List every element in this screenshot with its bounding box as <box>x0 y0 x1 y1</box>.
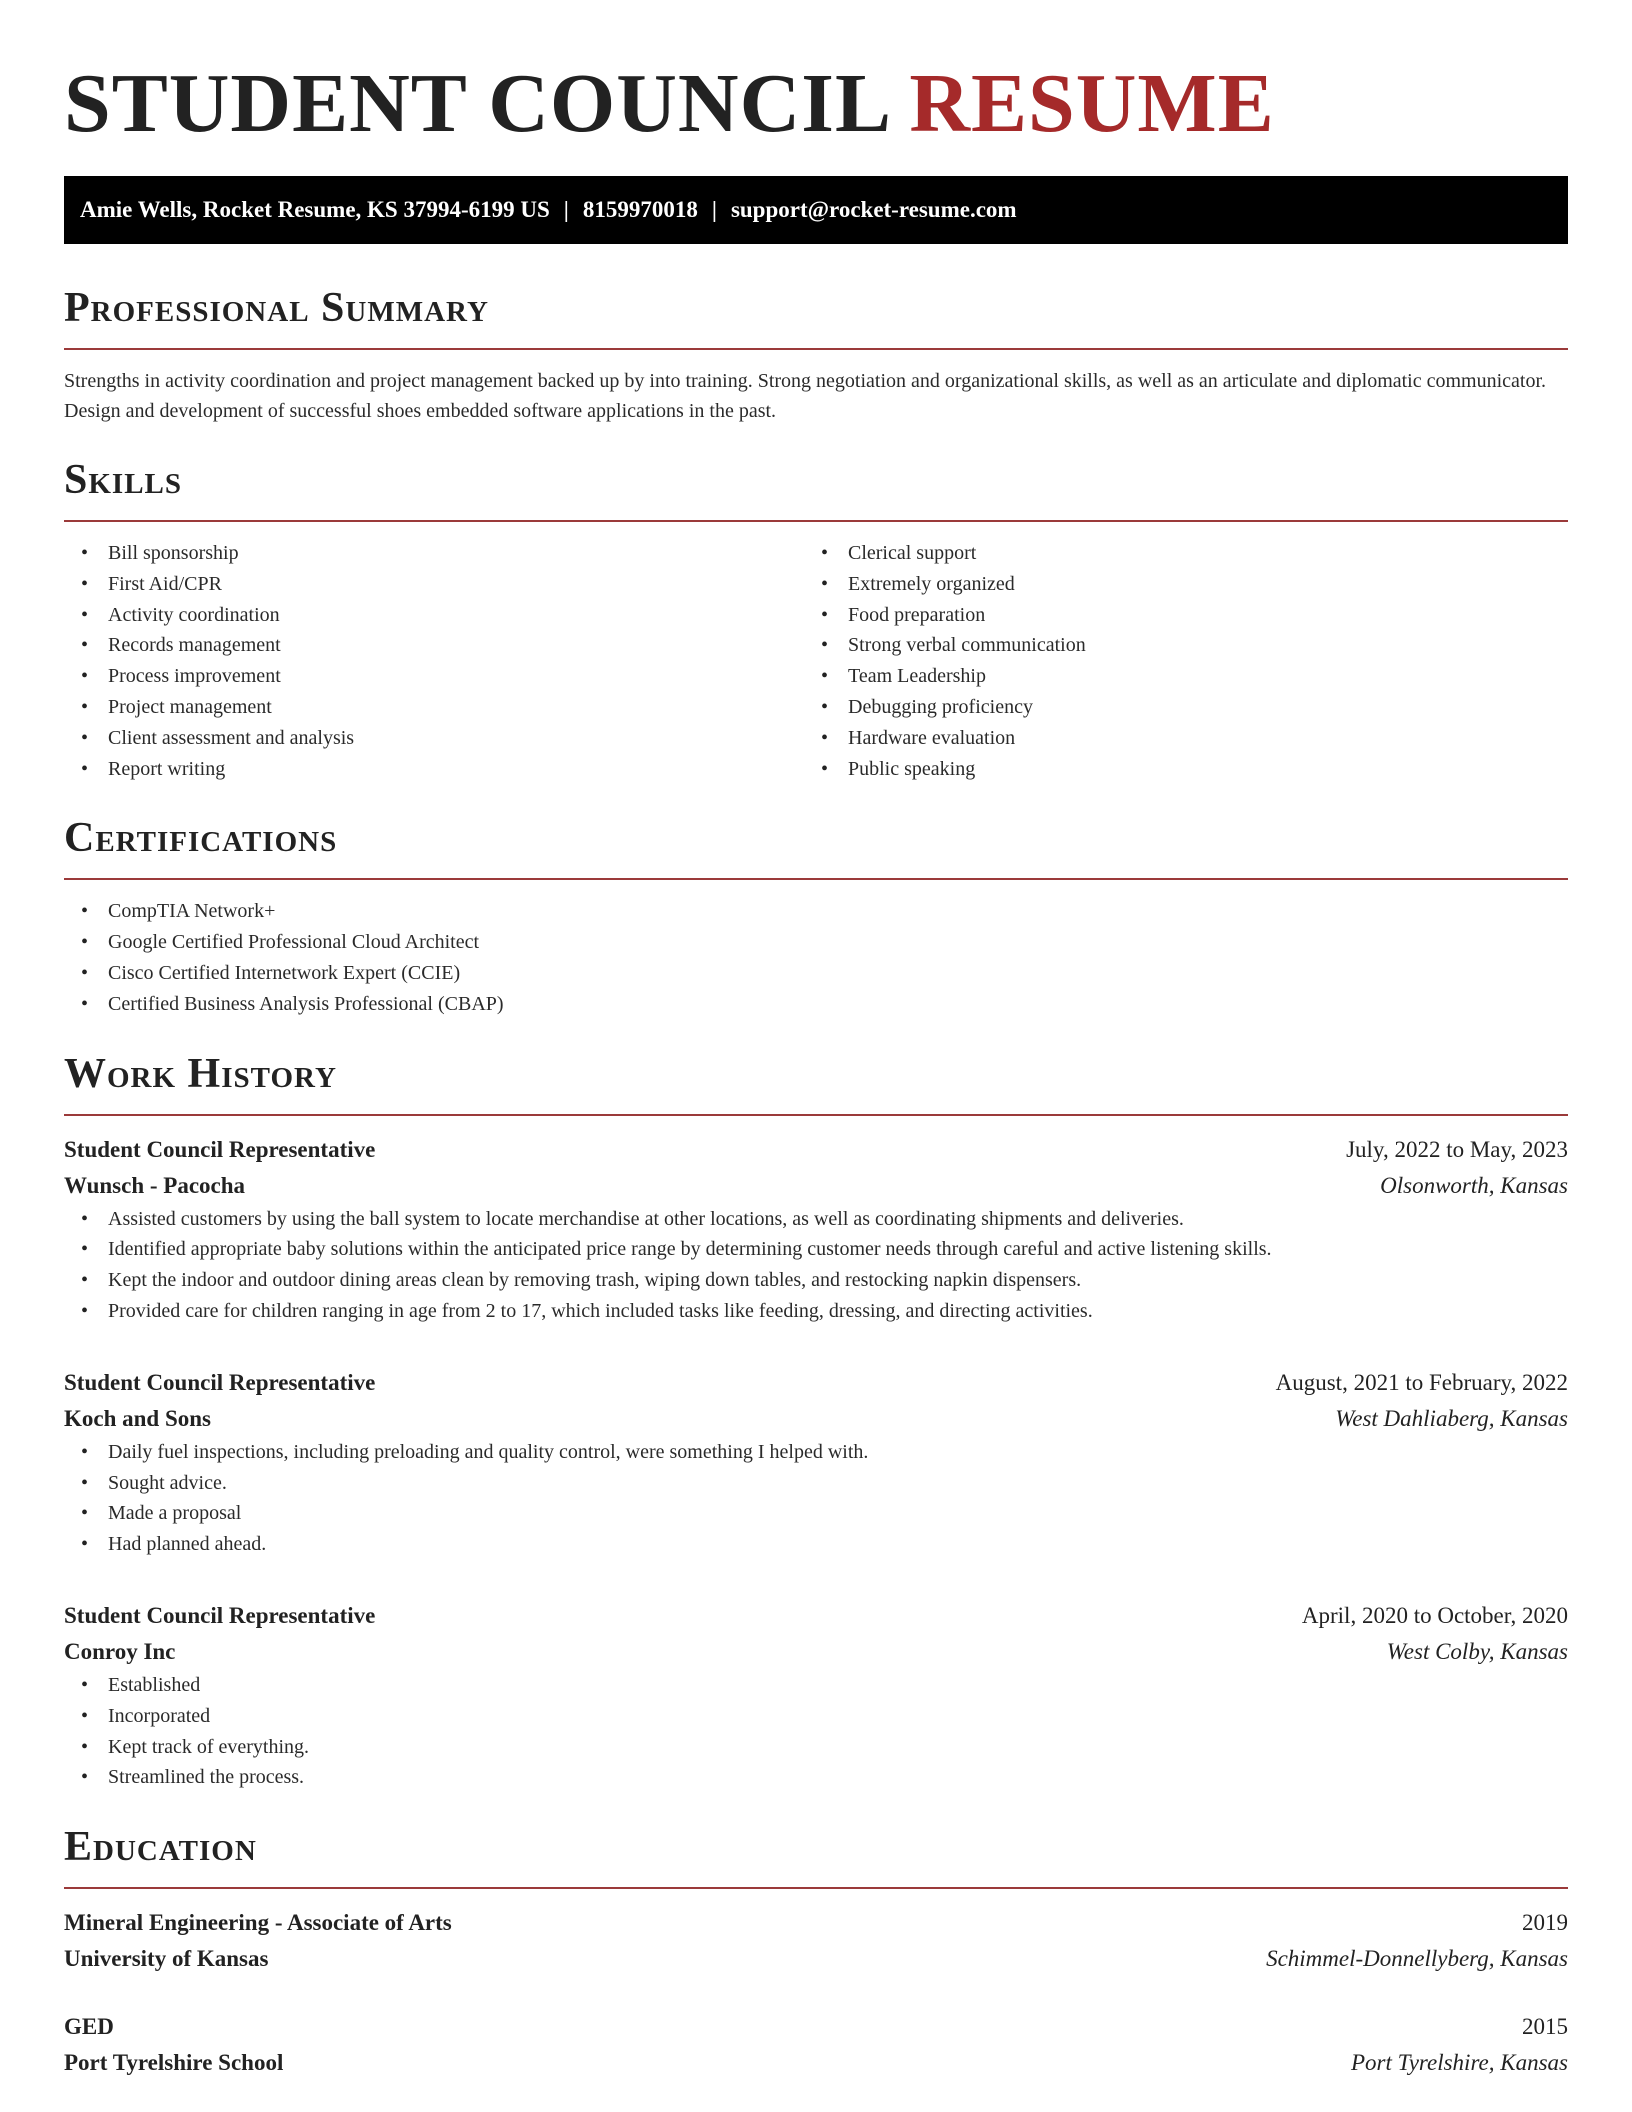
education-heading: Education <box>64 1824 257 1871</box>
contact-email: support@rocket-resume.com <box>730 197 1017 222</box>
education-year: 2019 <box>1522 1910 1568 1936</box>
work-history-section <box>64 1046 1568 1794</box>
job-header-row <box>64 1365 1568 1401</box>
title-accent: RESUME <box>909 57 1275 150</box>
job-bullet: • Provided care for children ranging in age from 2 to 17, which included tasks like feeding, dressing, and directing activities. <box>108 1296 1568 1327</box>
education-school-row <box>64 2045 1568 2081</box>
section-divider <box>64 348 1568 350</box>
job-bullet-list <box>64 1670 1568 1793</box>
skills-list-right <box>804 538 1544 784</box>
contact-address: Amie Wells, Rocket Resume, KS 37994-6199 US <box>80 197 550 222</box>
certification-item: • CompTIA Network+ <box>108 896 1568 927</box>
skills-heading: Skills <box>64 457 183 503</box>
job-location: Olsonworth, Kansas <box>1380 1172 1568 1198</box>
skill-item: • Bill sponsorship <box>108 538 804 569</box>
skill-item: • Team Leadership <box>848 661 1544 692</box>
job-dates: August, 2021 to February, 2022 <box>1275 1369 1568 1395</box>
job-dates: April, 2020 to October, 2020 <box>1301 1602 1568 1628</box>
education-section <box>64 1819 1568 2081</box>
job-bullet: • Daily fuel inspections, including preloading and quality control, were something I helped with. <box>108 1437 1568 1468</box>
skill-item: • Project management <box>108 692 804 723</box>
job-bullet: • Identified appropriate baby solutions within the anticipated price range by determining customer needs through careful and active listening skills. <box>108 1234 1568 1265</box>
skill-item: • Report writing <box>108 754 804 785</box>
job-company: Conroy Inc <box>64 1638 176 1664</box>
certifications-section <box>64 810 1568 1019</box>
job-bullet: • Had planned ahead. <box>108 1529 1568 1560</box>
job-title: Student Council Representative <box>64 1602 376 1628</box>
certifications-list <box>64 896 1568 1019</box>
job-bullet: • Kept the indoor and outdoor dining areas clean by removing trash, wiping down tables, and restocking napkin dispensers. <box>108 1265 1568 1296</box>
job-company-row <box>64 1168 1568 1204</box>
job-bullet: • Sought advice. <box>108 1468 1568 1499</box>
education-school: Port Tyrelshire School <box>64 2050 284 2076</box>
summary-section <box>64 280 1568 426</box>
certification-item: • Certified Business Analysis Professional (CBAP) <box>108 989 1568 1020</box>
job-bullet: • Assisted customers by using the ball system to locate merchandise at other locations, as well as coordinating shipments and deliveries. <box>108 1204 1568 1235</box>
skills-section <box>64 452 1568 784</box>
contact-separator: | <box>563 197 569 222</box>
job-bullet: • Streamlined the process. <box>108 1762 1568 1793</box>
skill-item: • Debugging proficiency <box>848 692 1544 723</box>
education-entry <box>64 1905 1568 1977</box>
section-divider <box>64 1887 1568 1889</box>
job-bullet: • Incorporated <box>108 1701 1568 1732</box>
skill-item: • Client assessment and analysis <box>108 723 804 754</box>
education-school-row <box>64 1941 1568 1977</box>
summary-heading: Professional Summary <box>64 285 489 331</box>
contact-separator: | <box>711 197 717 222</box>
section-divider <box>64 1114 1568 1116</box>
job-bullet: • Established <box>108 1670 1568 1701</box>
job-entry <box>64 1598 1568 1793</box>
skill-item: • Activity coordination <box>108 600 804 631</box>
skill-item: • Records management <box>108 630 804 661</box>
job-company-row <box>64 1634 1568 1670</box>
summary-text: Strengths in activity coordination and project management backed up by into training. Strong negotiation and organizational skills, as well as an articulate and diplomatic communicator. Design and development of successful shoes embedded software applications in the past. <box>64 370 1547 422</box>
skills-columns <box>64 538 1568 784</box>
skill-item: • Hardware evaluation <box>848 723 1544 754</box>
certification-item: • Cisco Certified Internetwork Expert (CCIE) <box>108 958 1568 989</box>
education-degree: GED <box>64 2014 114 2040</box>
education-school: University of Kansas <box>64 1946 269 1972</box>
skill-item: • First Aid/CPR <box>108 569 804 600</box>
work-history-heading: Work History <box>64 1050 337 1097</box>
education-degree: Mineral Engineering - Associate of Arts <box>64 1910 452 1936</box>
job-title: Student Council Representative <box>64 1369 376 1395</box>
job-bullet: • Made a proposal <box>108 1498 1568 1529</box>
skills-column-left <box>64 538 804 784</box>
job-entry <box>64 1132 1568 1327</box>
resume-title <box>64 56 1568 152</box>
skill-item: • Food preparation <box>848 600 1544 631</box>
skills-column-right <box>804 538 1544 784</box>
section-divider <box>64 520 1568 522</box>
job-location: West Dahliaberg, Kansas <box>1335 1405 1568 1431</box>
skill-item: • Clerical support <box>848 538 1544 569</box>
education-location: Schimmel-Donnellyberg, Kansas <box>1266 1946 1568 1972</box>
section-divider <box>64 878 1568 880</box>
job-company-row <box>64 1401 1568 1437</box>
title-main: STUDENT COUNCIL <box>64 57 888 150</box>
certifications-heading: Certifications <box>64 815 338 862</box>
education-entry <box>64 2009 1568 2081</box>
job-header-row <box>64 1132 1568 1168</box>
contact-phone: 8159970018 <box>582 197 698 222</box>
skill-item: • Public speaking <box>848 754 1544 785</box>
job-bullet-list <box>64 1437 1568 1560</box>
job-title: Student Council Representative <box>64 1136 376 1162</box>
education-header-row <box>64 1905 1568 1941</box>
skill-item: • Extremely organized <box>848 569 1544 600</box>
job-bullet: • Kept track of everything. <box>108 1732 1568 1763</box>
education-year: 2015 <box>1522 2014 1568 2040</box>
job-header-row <box>64 1598 1568 1634</box>
job-bullet-list <box>64 1204 1568 1327</box>
education-header-row <box>64 2009 1568 2045</box>
job-company: Wunsch - Pacocha <box>64 1172 246 1198</box>
job-company: Koch and Sons <box>64 1405 212 1431</box>
education-location: Port Tyrelshire, Kansas <box>1350 2050 1568 2076</box>
contact-bar <box>64 176 1568 244</box>
job-dates: July, 2022 to May, 2023 <box>1346 1136 1568 1162</box>
skills-list-left <box>64 538 804 784</box>
job-location: West Colby, Kansas <box>1386 1638 1568 1664</box>
certification-item: • Google Certified Professional Cloud Architect <box>108 927 1568 958</box>
job-entry <box>64 1365 1568 1560</box>
skill-item: • Strong verbal communication <box>848 630 1544 661</box>
skill-item: • Process improvement <box>108 661 804 692</box>
